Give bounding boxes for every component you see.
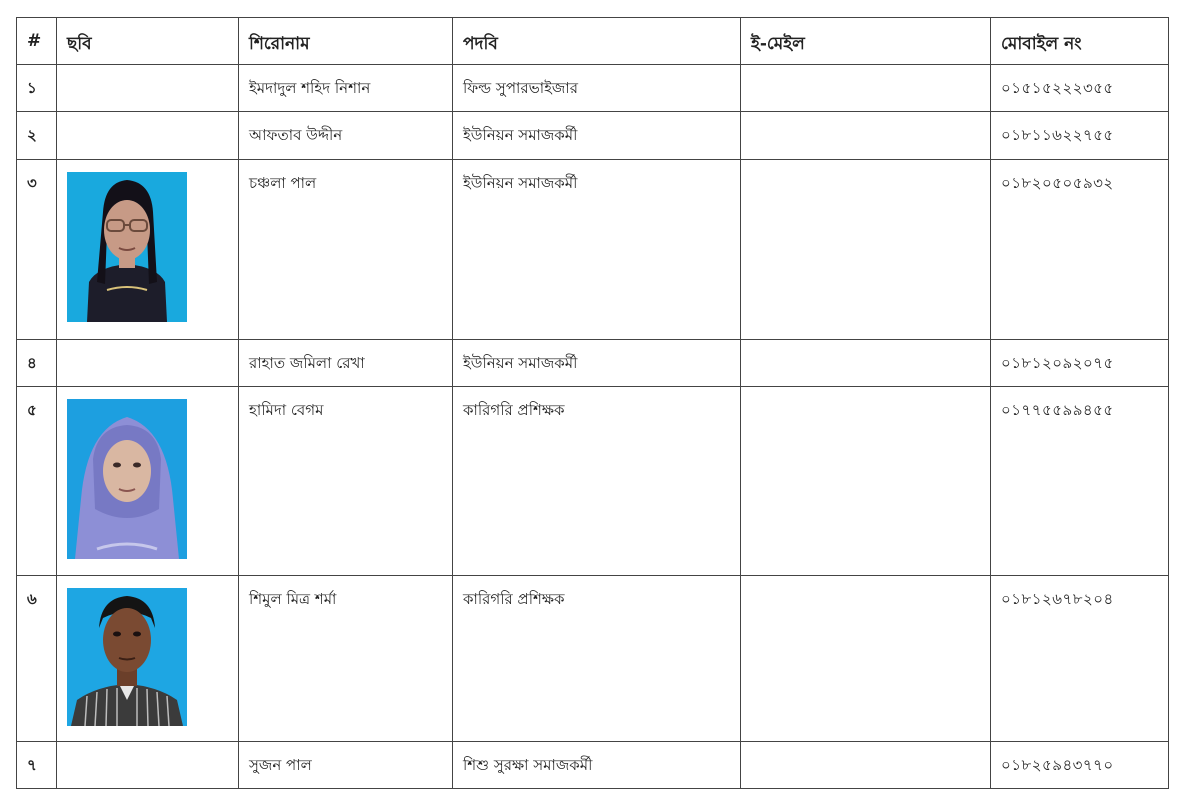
staff-mobile: ০১৮১২৬৭৮২০৪ [991, 576, 1169, 742]
table-row [17, 160, 1169, 340]
col-header-designation: পদবি [453, 18, 741, 65]
staff-name: শিমুল মিত্র শর্মা [239, 576, 453, 742]
staff-mobile: ০১৭৭৫৫৯৯৪৫৫ [991, 387, 1169, 576]
staff-designation: শিশু সুরক্ষা সমাজকর্মী [453, 742, 741, 789]
staff-name: রাহাত জমিলা রেখা [239, 340, 453, 387]
staff-email [741, 387, 991, 576]
staff-designation: ইউনিয়ন সমাজকর্মী [453, 112, 741, 160]
staff-mobile: ০১৫১৫২২২৩৫৫ [991, 65, 1169, 112]
staff-mobile: ০১৮২৫৯৪৩৭৭০ [991, 742, 1169, 789]
table-row [17, 742, 1169, 789]
staff-designation: ইউনিয়ন সমাজকর্মী [453, 340, 741, 387]
row-number: ২ [17, 112, 57, 160]
staff-name: সুজন পাল [239, 742, 453, 789]
col-header-title: শিরোনাম [239, 18, 453, 65]
woman-hijab-photo [67, 399, 187, 559]
staff-mobile: ০১৮২০৫০৫৯৩২ [991, 160, 1169, 340]
staff-email [741, 576, 991, 742]
table-row [17, 387, 1169, 576]
table-row [17, 340, 1169, 387]
photo-cell [57, 387, 239, 576]
man-striped-shirt-photo [67, 588, 187, 726]
row-number: ৭ [17, 742, 57, 789]
col-header-num: # [17, 18, 57, 65]
staff-table [16, 17, 1169, 789]
row-number: ৫ [17, 387, 57, 576]
table-row [17, 576, 1169, 742]
row-number: ১ [17, 65, 57, 112]
photo-cell [57, 160, 239, 340]
staff-email [741, 112, 991, 160]
col-header-photo: ছবি [57, 18, 239, 65]
photo-cell [57, 65, 239, 112]
staff-designation: কারিগরি প্রশিক্ষক [453, 576, 741, 742]
table-header-row [17, 18, 1169, 65]
table-row [17, 112, 1169, 160]
staff-email [741, 160, 991, 340]
row-number: ৬ [17, 576, 57, 742]
row-number: ৩ [17, 160, 57, 340]
col-header-mobile: মোবাইল নং [991, 18, 1169, 65]
staff-name: চঞ্চলা পাল [239, 160, 453, 340]
staff-email [741, 65, 991, 112]
staff-mobile: ০১৮১২০৯২০৭৫ [991, 340, 1169, 387]
staff-email [741, 340, 991, 387]
photo-cell [57, 742, 239, 789]
staff-name: হামিদা বেগম [239, 387, 453, 576]
staff-designation: ফিল্ড সুপারভাইজার [453, 65, 741, 112]
staff-name: আফতাব উদ্দীন [239, 112, 453, 160]
staff-mobile: ০১৮১১৬২২৭৫৫ [991, 112, 1169, 160]
staff-name: ইমদাদুল শহিদ নিশান [239, 65, 453, 112]
staff-designation: ইউনিয়ন সমাজকর্মী [453, 160, 741, 340]
photo-cell [57, 576, 239, 742]
woman-braids-photo [67, 172, 187, 322]
row-number: ৪ [17, 340, 57, 387]
photo-cell [57, 340, 239, 387]
table-row [17, 65, 1169, 112]
staff-email [741, 742, 991, 789]
col-header-email: ই-মেইল [741, 18, 991, 65]
staff-designation: কারিগরি প্রশিক্ষক [453, 387, 741, 576]
photo-cell [57, 112, 239, 160]
